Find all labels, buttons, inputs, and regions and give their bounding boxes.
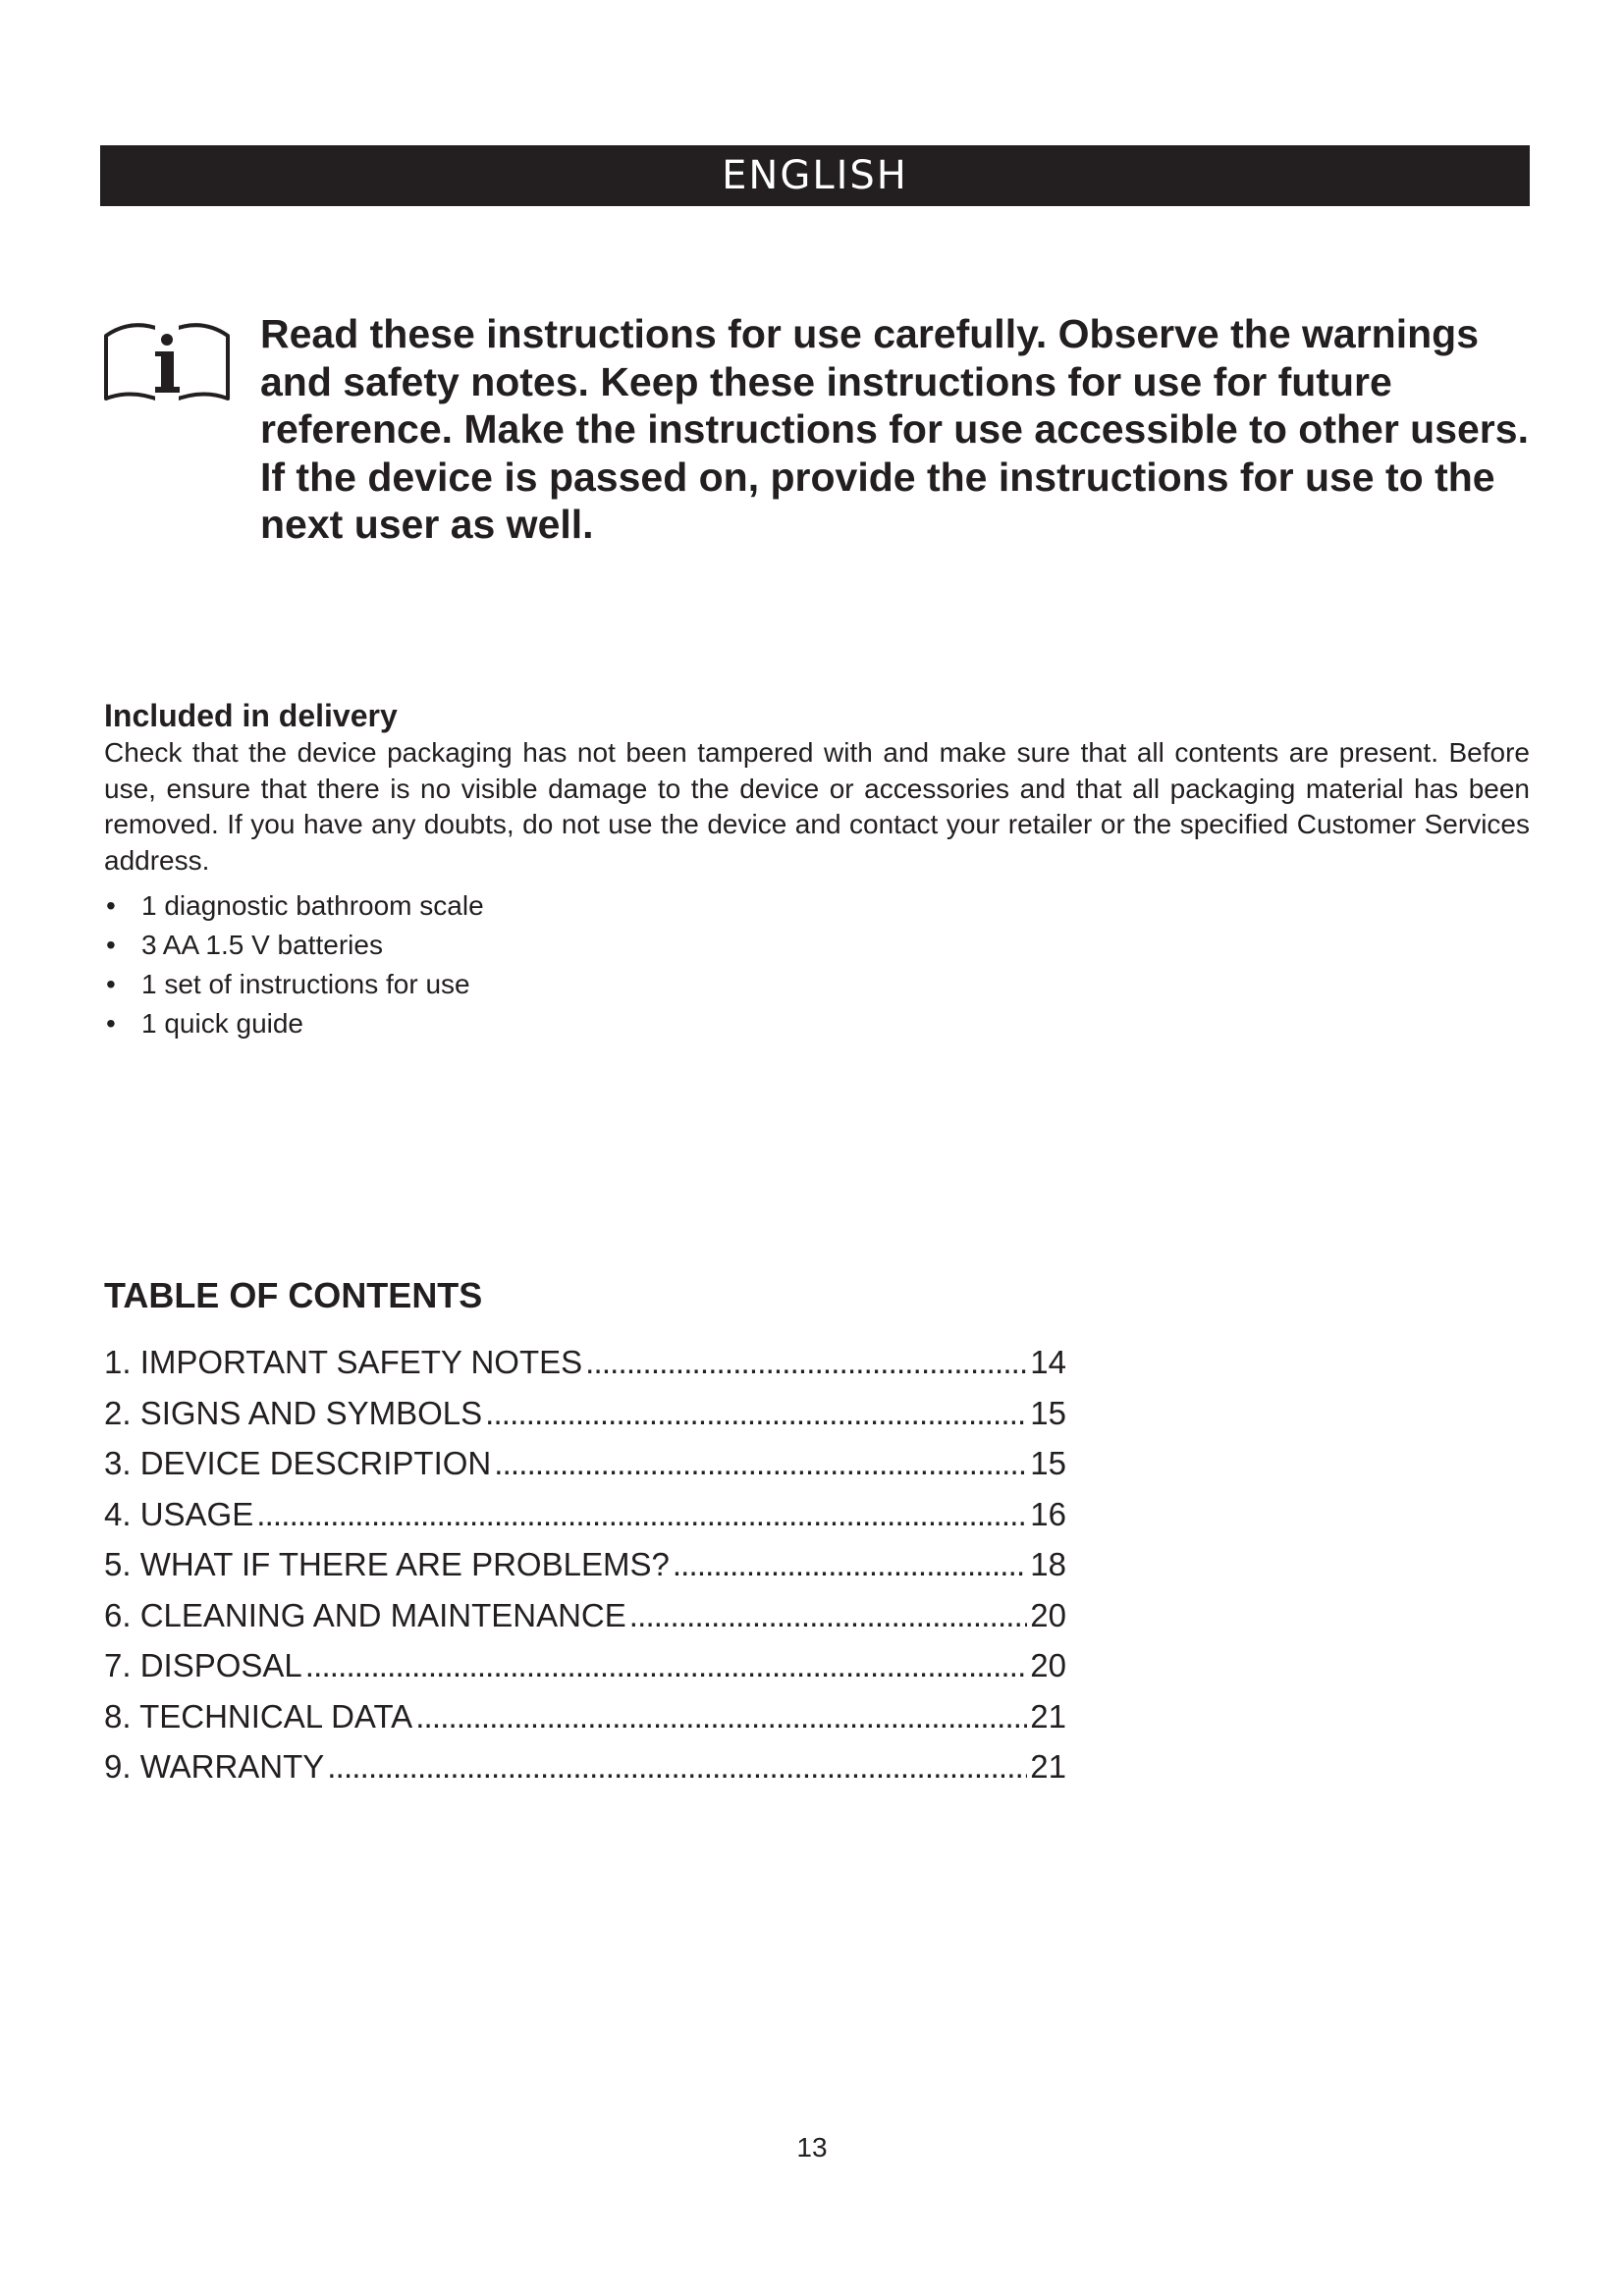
toc-entry-label: 5. WHAT IF THERE ARE PROBLEMS? [104, 1546, 670, 1582]
toc-entry[interactable] [104, 1438, 1066, 1489]
delivery-item-text: 1 set of instructions for use [141, 969, 470, 999]
toc-entry-page: 21 [1030, 1748, 1066, 1785]
toc-entry-label: 4. USAGE [104, 1495, 254, 1532]
delivery-item [104, 926, 1530, 965]
dot-leader [256, 1489, 1027, 1540]
dot-leader [585, 1337, 1027, 1388]
toc-list [104, 1337, 1066, 1792]
dot-leader [629, 1590, 1028, 1641]
dot-leader [415, 1691, 1027, 1742]
dot-leader [327, 1741, 1027, 1792]
toc-entry-label: 1. IMPORTANT SAFETY NOTES [104, 1344, 583, 1380]
toc-entry-page: 21 [1030, 1697, 1066, 1735]
toc-entry[interactable] [104, 1489, 1066, 1540]
info-book-icon [102, 316, 232, 410]
toc-entry[interactable] [104, 1741, 1066, 1792]
toc-entry-label: 8. TECHNICAL DATA [104, 1697, 413, 1735]
toc-entry-label: 7. DISPOSAL [104, 1647, 302, 1683]
dot-leader [494, 1438, 1027, 1489]
toc-entry-label: 9. WARRANTY [104, 1748, 325, 1785]
toc-entry-page: 20 [1030, 1647, 1066, 1683]
delivery-item-text: 1 quick guide [141, 1008, 304, 1039]
delivery-item [104, 965, 1530, 1004]
delivery-paragraph: Check that the device packaging has not been tampered with and make sure that all contents are present. Before use, ensure that there is no visible damage to the device or accessories and that all packaging material has been removed. If you have any doubts, do not use the device and contact your retailer or the specified Customer Services address. [104, 737, 1530, 876]
toc-entry-label: 2. SIGNS AND SYMBOLS [104, 1394, 483, 1431]
toc-entry[interactable] [104, 1590, 1066, 1641]
toc-entry-page: 14 [1030, 1344, 1066, 1380]
bullet-icon: • [106, 969, 116, 999]
toc-entry-page: 15 [1030, 1445, 1066, 1481]
delivery-list [104, 886, 1530, 1043]
toc-entry-page: 20 [1030, 1596, 1066, 1633]
delivery-item [104, 1004, 1530, 1043]
toc-entry[interactable] [104, 1640, 1066, 1691]
included-in-delivery-section [104, 696, 1530, 1043]
dot-leader [673, 1539, 1027, 1590]
toc-entry[interactable] [104, 1691, 1066, 1742]
dot-leader [305, 1640, 1028, 1691]
bullet-icon: • [106, 1008, 116, 1039]
table-of-contents [104, 1274, 1066, 1792]
toc-entry[interactable] [104, 1539, 1066, 1590]
language-header-bar [100, 145, 1530, 206]
bullet-icon: • [106, 930, 116, 960]
delivery-heading: Included in delivery [104, 698, 398, 733]
page-number: 13 [796, 2132, 828, 2163]
delivery-item [104, 886, 1530, 926]
toc-entry-label: 6. CLEANING AND MAINTENANCE [104, 1596, 626, 1633]
dot-leader [485, 1388, 1027, 1439]
delivery-item-text: 1 diagnostic bathroom scale [141, 890, 484, 921]
toc-entry-page: 18 [1030, 1546, 1066, 1582]
toc-entry-label: 3. DEVICE DESCRIPTION [104, 1445, 492, 1481]
toc-entry-page: 15 [1030, 1394, 1066, 1431]
toc-heading: TABLE OF CONTENTS [104, 1275, 483, 1315]
toc-entry[interactable] [104, 1388, 1066, 1439]
toc-entry-page: 16 [1030, 1495, 1066, 1532]
safety-notice: Read these instructions for use carefully. Observe the warnings and safety notes. Keep these instructions for use for future reference. Make the instructions for use accessible to other users. If the device is passed on, provide the instructions for use to the next user as well. [260, 311, 1529, 547]
bullet-icon: • [106, 890, 116, 921]
delivery-item-text: 3 AA 1.5 V batteries [141, 930, 383, 960]
language-label: ENGLISH [722, 153, 908, 198]
toc-entry[interactable] [104, 1337, 1066, 1388]
